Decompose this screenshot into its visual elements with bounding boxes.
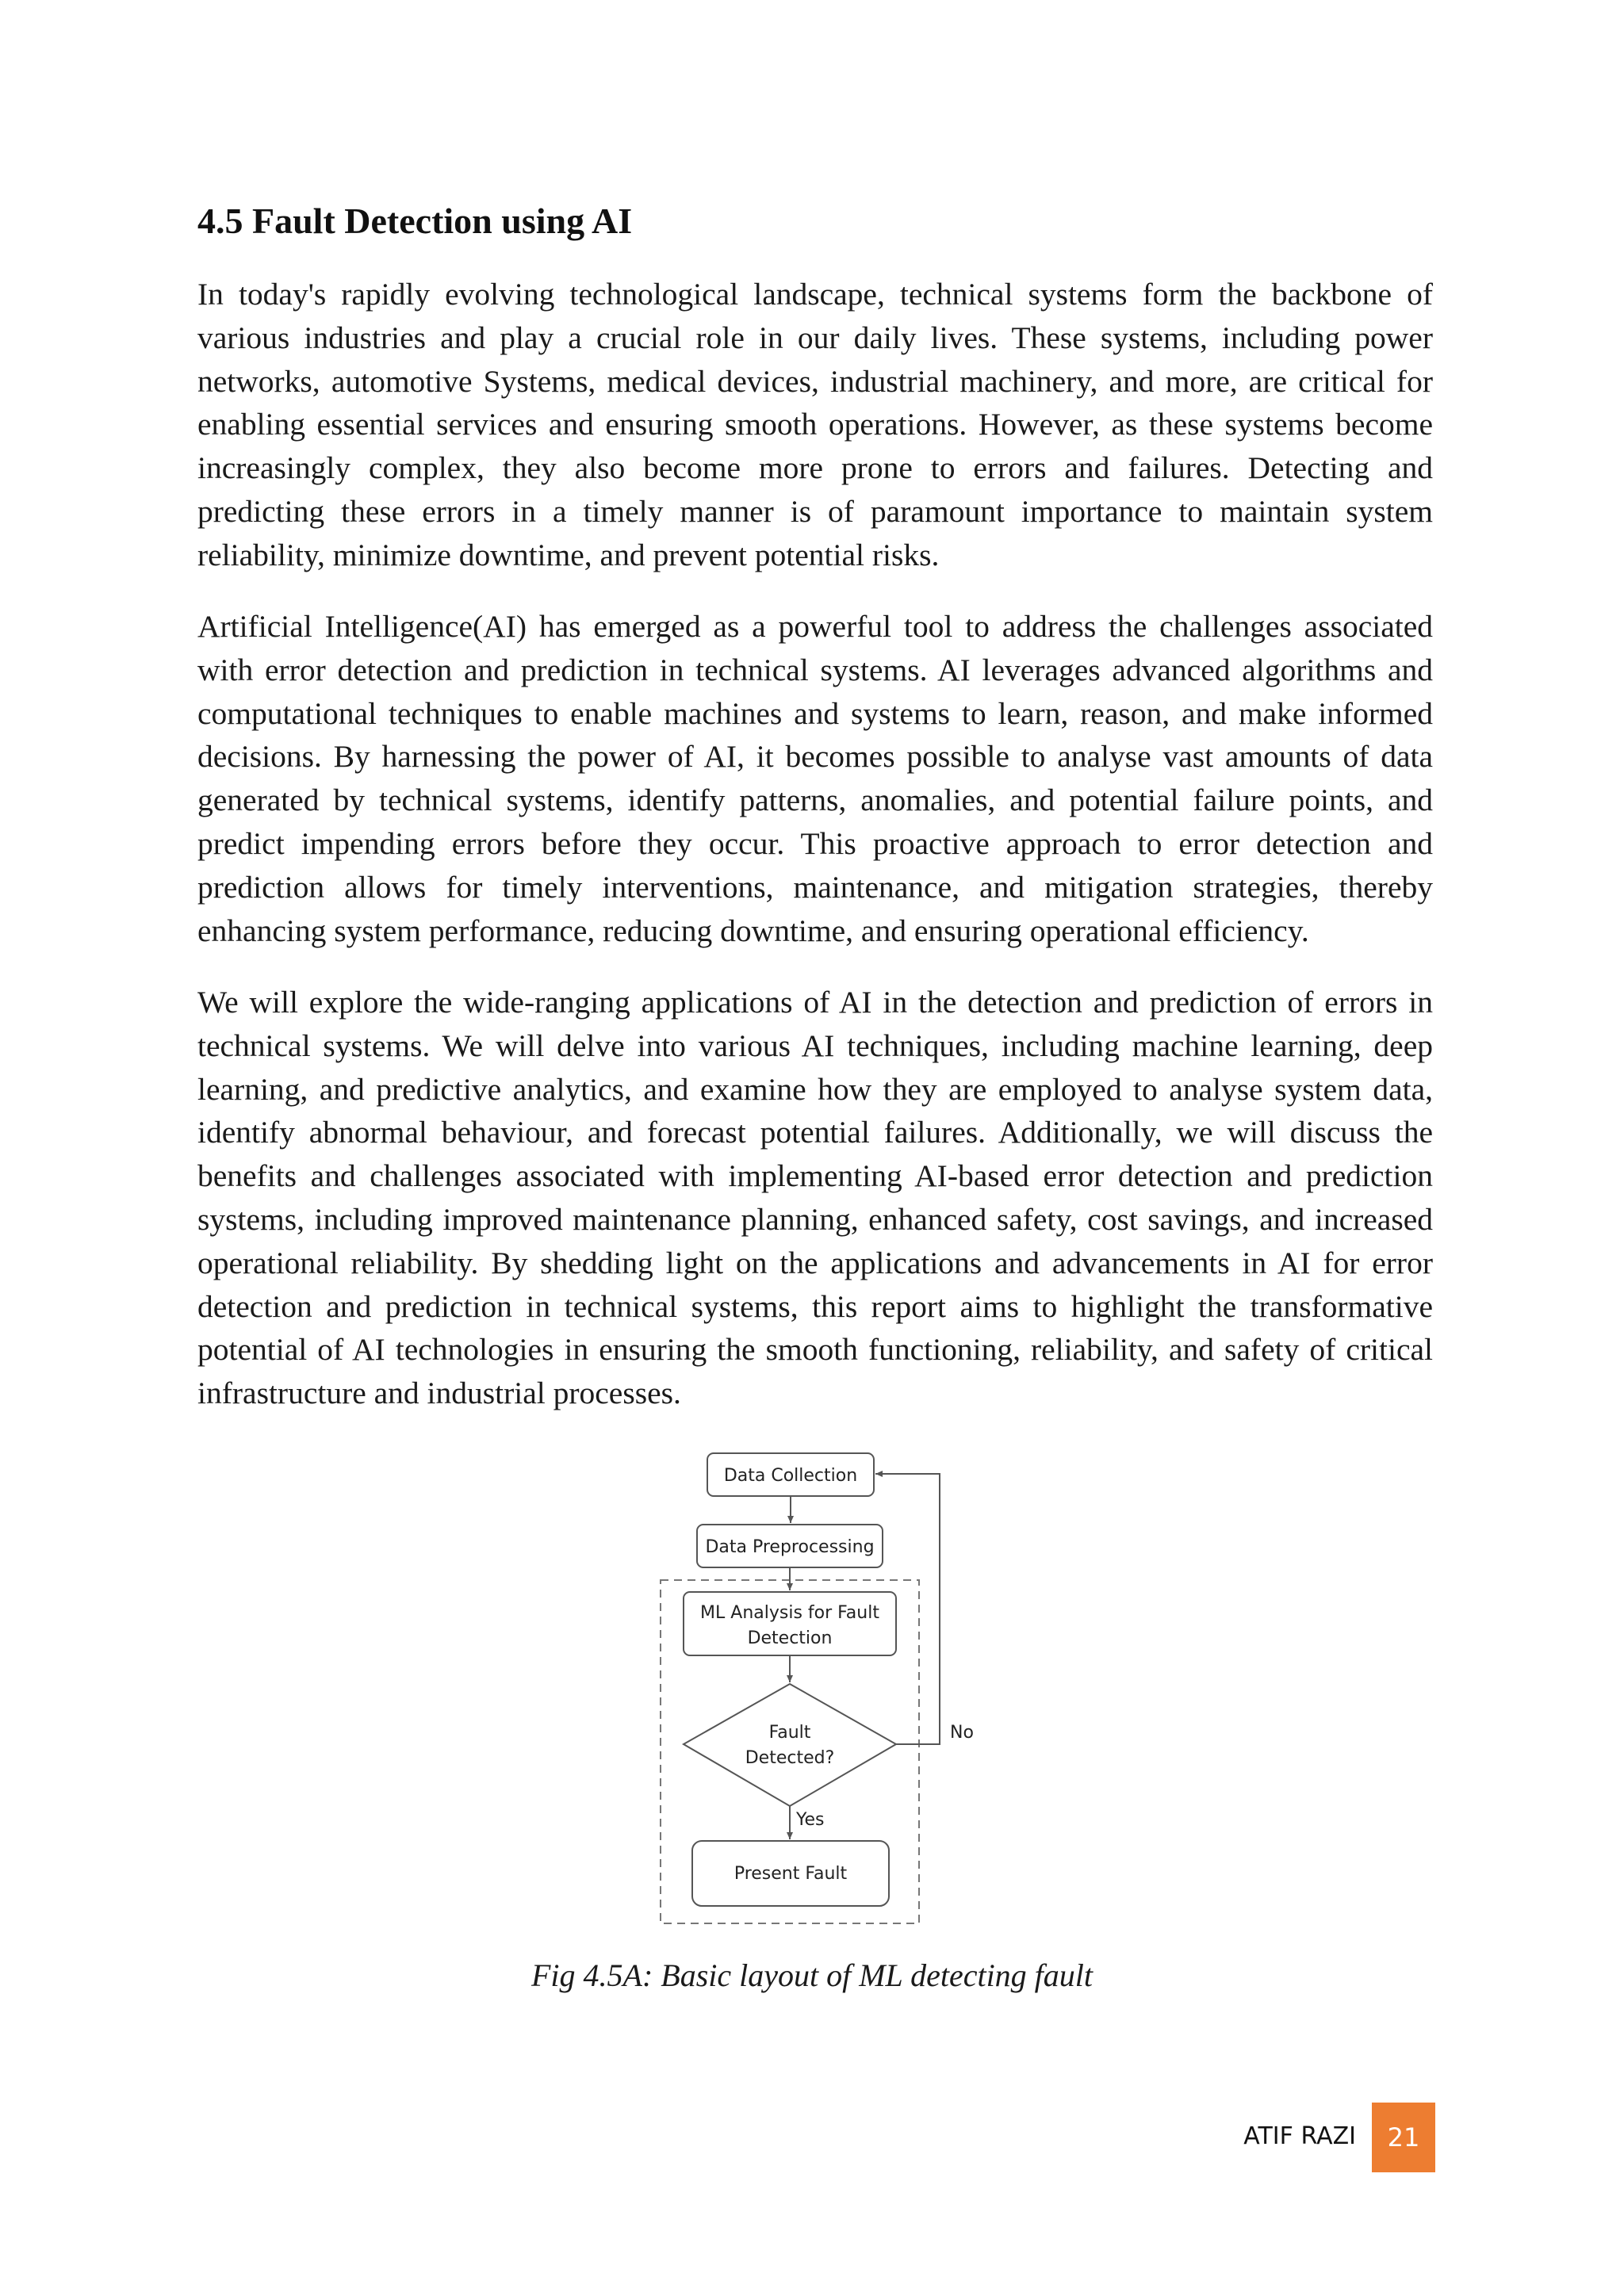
edge-label-yes: Yes — [796, 1810, 825, 1830]
node-data-collection — [707, 1453, 874, 1496]
paragraph-1: In today's rapidly evolving technological landscape, technical systems form the backbone of various industries and play a crucial role in our daily lives. These systems, including power networks, automotive Systems, medical devices, industrial machinery, and more, are critical for enabling essential services and ensuring smooth operations. However, as these systems become increasingly complex, they also become more prone to errors and failures. Detecting and predicting these errors in a timely manner is of paramount importance to maintain system reliability, minimize downtime, and prevent potential risks. — [197, 277, 1433, 572]
node-data-preprocessing-label: Data Preprocessing — [705, 1537, 875, 1557]
decision-label-2: Detected? — [745, 1748, 835, 1768]
node-ml-analysis-label-1: ML Analysis for Fault — [700, 1603, 879, 1623]
decision-label-1: Fault — [768, 1723, 811, 1743]
edge-label-no: No — [950, 1723, 974, 1743]
node-ml-analysis-label-2: Detection — [747, 1628, 833, 1648]
node-present-fault — [692, 1841, 889, 1906]
node-data-collection-label: Data Collection — [723, 1466, 858, 1486]
section-heading: 4.5 Fault Detection using AI — [197, 201, 633, 241]
footer-author: ATIF RAZI — [1243, 2122, 1356, 2150]
node-fault-detected-decision — [684, 1684, 896, 1806]
node-data-preprocessing — [697, 1525, 883, 1567]
figure-caption: Fig 4.5A: Basic layout of ML detecting fault — [530, 1957, 1094, 1993]
node-ml-analysis — [684, 1592, 896, 1655]
paragraph-2: Artificial Intelligence(AI) has emerged as a powerful tool to address the challenges associated with error detection and prediction in technical systems. AI leverages advanced algorithms and computational techniques to enable machines and systems to learn, reason, and make informed decisions. By harnessing the power of AI, it becomes possible to analyse vast amounts of data generated by technical systems, identify patterns, anomalies, and potential failure points, and predict impending errors before they occur. This proactive approach to error detection and prediction allows for timely interventions, maintenance, and mitigation strategies, thereby enhancing system performance, reducing downtime, and ensuring operational efficiency. — [197, 609, 1433, 948]
node-present-fault-label: Present Fault — [733, 1864, 848, 1884]
page-number-badge: 21 — [1372, 2103, 1435, 2172]
paragraph-3: We will explore the wide-ranging applications of AI in the detection and prediction of errors in technical systems. We will delve into various AI techniques, including machine learning, deep learning, and predictive analytics, and examine how they are employed to analyse system data, identify abnormal behaviour, and forecast potential failures. Additionally, we will discuss the benefits and challenges associated with implementing AI-based error detection and prediction systems, including improved maintenance planning, enhanced safety, cost savings, and increased operational reliability. By shedding light on the applications and advancements in AI for error detection and prediction in technical systems, this report aims to highlight the transformative potential of AI technologies in ensuring the smooth functioning, reliability, and safety of critical infrastructure and industrial processes. — [197, 985, 1433, 1411]
